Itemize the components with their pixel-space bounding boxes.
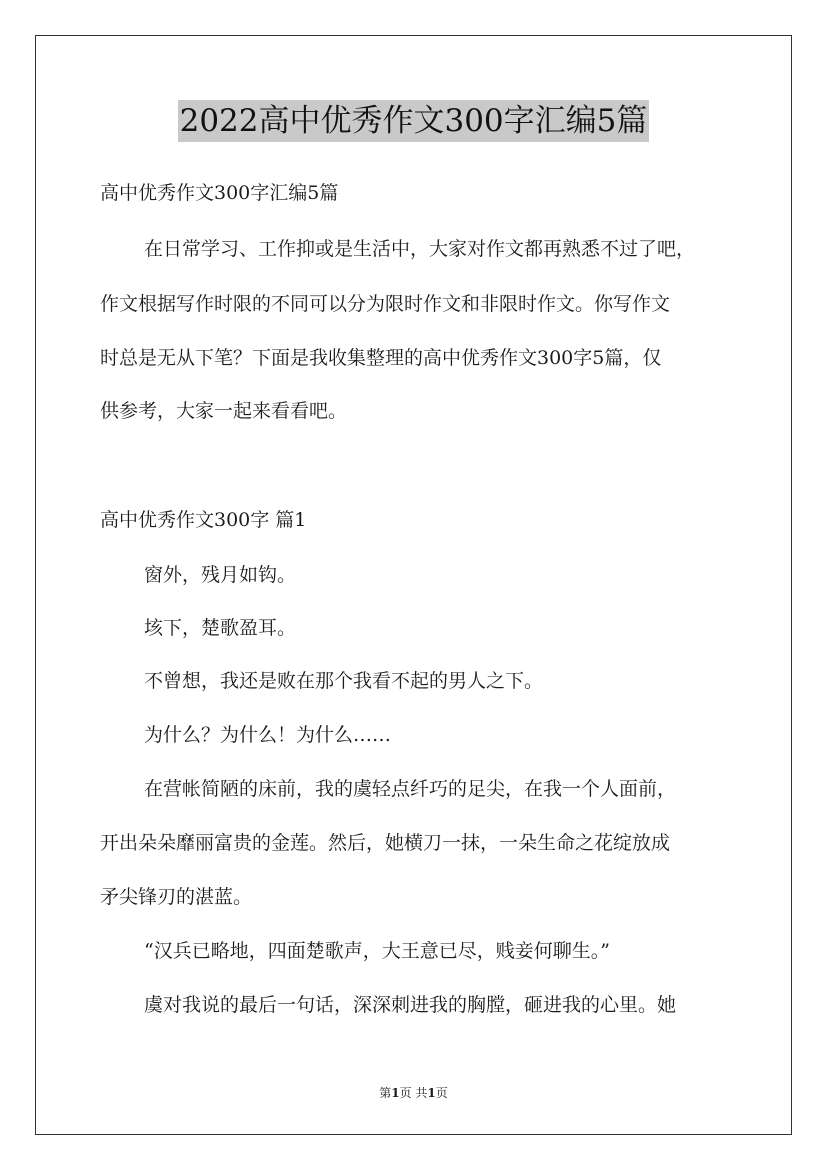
intro-line: 在日常学习、工作抑或是生活中，大家对作文都再熟悉不过了吧， xyxy=(144,238,696,260)
intro-line: 供参考，大家一起来看看吧。 xyxy=(100,400,348,422)
footer-suffix: 页 xyxy=(435,1086,448,1100)
document-title: 2022高中优秀作文300字汇编5篇 xyxy=(178,100,650,142)
paragraph-line: 开出朵朵靡丽富贵的金莲。然后，她横刀一抹，一朵生命之花绽放成 xyxy=(100,832,671,854)
footer-page-total: 1 xyxy=(427,1086,436,1100)
paragraph-line: 窗外，残月如钩。 xyxy=(144,564,297,586)
paragraph-line: 为什么？为什么！为什么…… xyxy=(144,724,392,746)
paragraph-line: 在营帐简陋的床前，我的虞轻点纤巧的足尖，在我一个人面前， xyxy=(144,778,677,800)
title-container xyxy=(0,100,827,142)
paragraph-line: “汉兵已略地，四面楚歌声，大王意已尽，贱妾何聊生。” xyxy=(144,940,610,962)
intro-line: 作文根据写作时限的不同可以分为限时作文和非限时作文。你写作文 xyxy=(100,293,671,315)
paragraph-line: 矛尖锋刃的湛蓝。 xyxy=(100,886,253,908)
footer-page-number: 1 xyxy=(391,1086,400,1100)
paragraph-line: 不曾想，我还是败在那个我看不起的男人之下。 xyxy=(144,670,544,692)
paragraph-line: 垓下，楚歌盈耳。 xyxy=(144,617,297,639)
footer-prefix: 第 xyxy=(379,1086,392,1100)
paragraph-line: 虞对我说的最后一句话，深深刺进我的胸膛，砸进我的心里。她 xyxy=(144,994,677,1016)
footer-mid: 页 共 xyxy=(399,1086,428,1100)
document-subtitle: 高中优秀作文300字汇编5篇 xyxy=(100,182,339,204)
page-footer xyxy=(0,1084,827,1101)
section-heading: 高中优秀作文300字 篇1 xyxy=(100,509,307,531)
intro-line: 时总是无从下笔？下面是我收集整理的高中优秀作文300字5篇，仅 xyxy=(100,347,662,369)
